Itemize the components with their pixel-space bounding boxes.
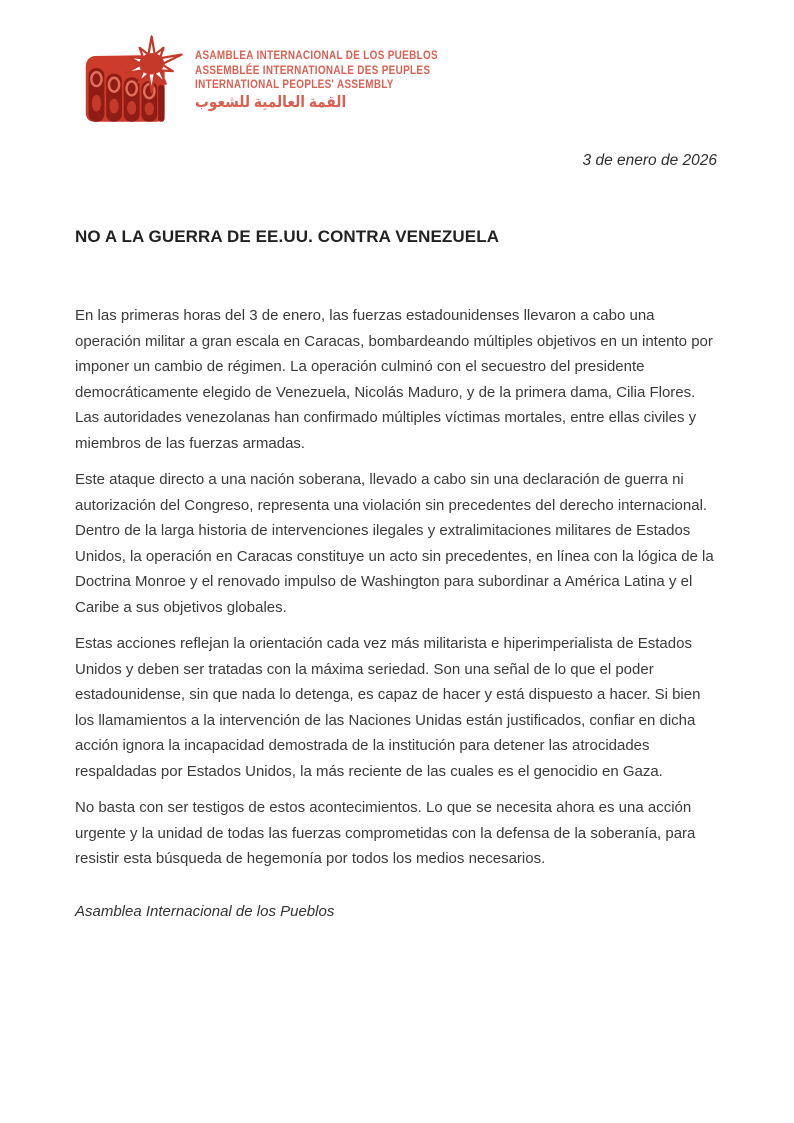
letterhead [83, 33, 794, 129]
date-line: 3 de enero de 2026 [582, 152, 717, 169]
org-name-spanish: ASAMBLEA INTERNACIONAL DE LOS PUEBLOS [195, 50, 438, 63]
paragraph-2: Este ataque directo a una nación soberana, llevado a cabo sin una declaración de guerra ni autorización del Congreso, representa una violación sin precedentes del derecho internacional. Dentro de la larga historia de intervenciones ilegales y extralimitaciones militares de Estados Unidos, la operación en Caracas constituye un acto sin precedentes, en línea con la lógica de la Doctrina Monroe y el renovado impulso de Washington para subordinar a América Latina y el Caribe a sus objetivos globales. [75, 471, 714, 616]
org-name-block [195, 49, 438, 113]
paragraph-3: Estas acciones reflejan la orientación cada vez más militarista e hiperimperialista de Estados Unidos y deben ser tratadas con la máxima seriedad. Son una señal de lo que el poder estadounidense, sin que nada lo detenga, es capaz de hacer y está dispuesto a hacer. Si bien los llamamientos a la intervención de las Naciones Unidas están justificados, confiar en dicha acción ignora la incapacidad demostrada de la institución para detener las atrocidades respaldadas por Estados Unidos, la más reciente de las cuales es el genocidio en Gaza. [75, 635, 701, 780]
org-name-french: ASSEMBLÉE INTERNATIONALE DES PEUPLES [195, 64, 431, 77]
org-name-english: INTERNATIONAL PEOPLES' ASSEMBLY [195, 79, 394, 92]
document-body [75, 303, 717, 872]
paragraph-4: No basta con ser testigos de estos acontecimientos. Lo que se necesita ahora es una acción urgente y la unidad de todas las fuerzas comprometidas con la defensa de la soberanía, para resistir esta búsqueda de hegemonía por todos los medios necesarios. [75, 799, 696, 867]
signature-line: Asamblea Internacional de los Pueblos [75, 902, 335, 920]
org-name-arabic: القمة العالمية للشعوب [195, 93, 347, 111]
peoples-assembly-logo-icon [83, 33, 185, 129]
paragraph-1: En las primeras horas del 3 de enero, las fuerzas estadounidenses llevaron a cabo una operación militar a gran escala en Caracas, bombardeando múltiples objetivos en un intento por imponer un cambio de régimen. La operación culminó con el secuestro del presidente democráticamente elegido de Venezuela, Nicolás Maduro, y de la primera dama, Cilia Flores. Las autoridades venezolanas han confirmado múltiples víctimas mortales, entre ellas civiles y miembros de las fuerzas armadas. [75, 307, 713, 452]
document-title: NO A LA GUERRA DE EE.UU. CONTRA VENEZUELA [75, 227, 500, 246]
